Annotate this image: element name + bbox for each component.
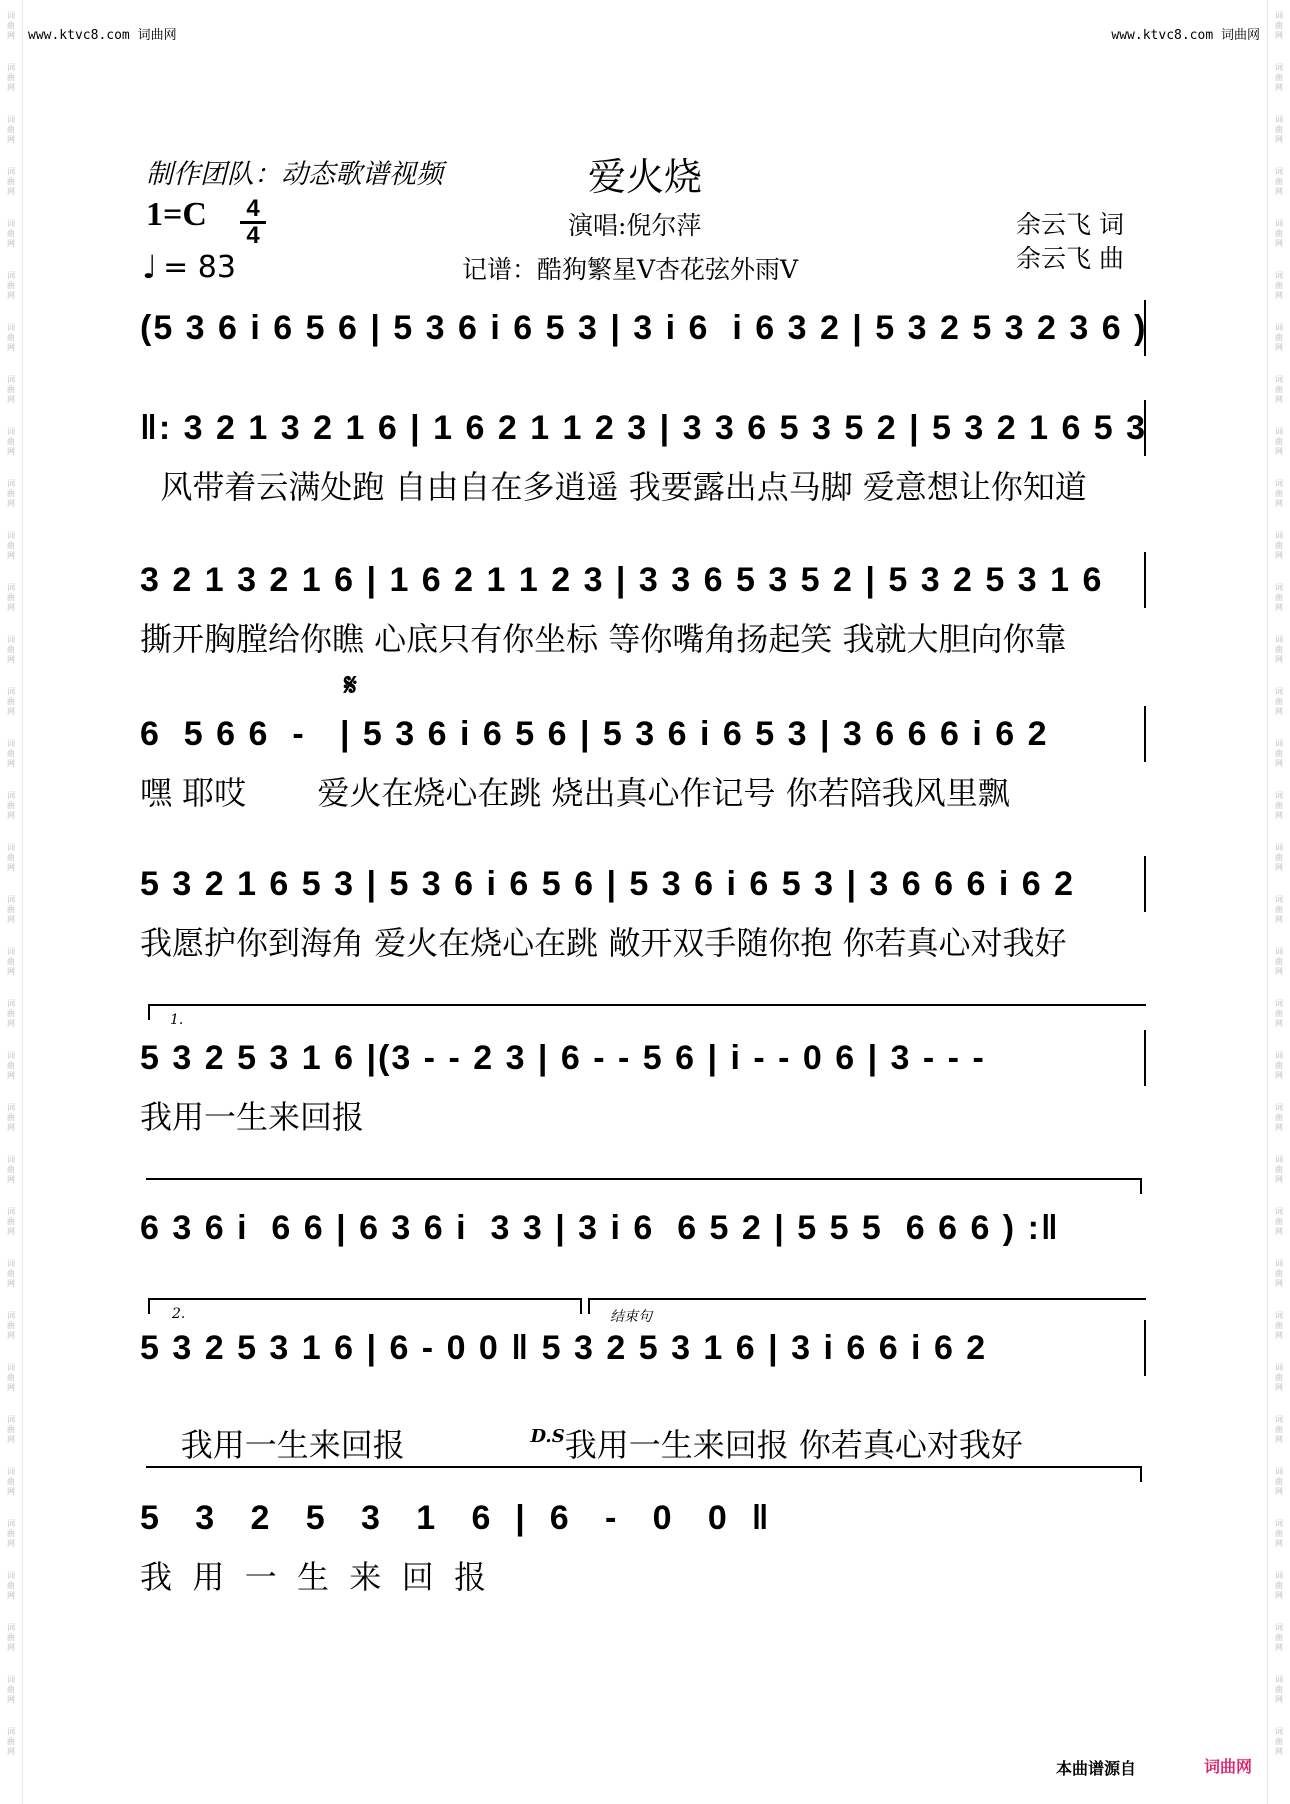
source-brand-link[interactable]: 词曲网 — [1204, 1757, 1253, 1776]
score-row-8 — [140, 1320, 1146, 1464]
first-ending-label: 1. — [170, 1012, 184, 1028]
tempo-value: = 83 — [163, 249, 236, 285]
coda-bracket-end — [146, 1466, 1142, 1482]
side-watermark-cell: 词 曲 网 — [1275, 1727, 1283, 1756]
notation-line: ‖: 3 2 1 3 2 1 6 | 1 6 2 1 1 2 3 | 3 3 6 5 3 5 2 | 5 3 2 1 6 5 3 — [140, 409, 1148, 447]
side-watermark-cell: 词 曲 网 — [7, 1051, 15, 1080]
side-watermark-cell: 词 曲 网 — [7, 375, 15, 404]
bar-line — [1144, 400, 1146, 456]
side-watermark-cell: 词 曲 网 — [7, 895, 15, 924]
side-watermark-cell: 词 曲 网 — [7, 479, 15, 508]
score-row-1 — [140, 300, 1146, 360]
side-watermark-cell: 词 曲 网 — [7, 1415, 15, 1444]
score-row-4 — [140, 706, 1146, 816]
source-note: 本曲谱源自 — [1056, 1759, 1137, 1778]
score-row-7 — [140, 1200, 1146, 1260]
lyrics-line — [140, 1382, 1146, 1504]
side-watermark-cell: 词 曲 网 — [7, 1571, 15, 1600]
side-watermark-cell: 词 曲 网 — [1275, 1155, 1283, 1184]
side-watermark-cell: 词 曲 网 — [1275, 375, 1283, 404]
side-watermark-cell: 词 曲 网 — [1275, 635, 1283, 664]
side-watermark-cell: 词 曲 网 — [1275, 947, 1283, 976]
notation-line: 5 3 2 1 6 5 3 | 5 3 6 i 6 5 6 | 5 3 6 i 6 5 3 | 3 6 6 6 i 6 2 — [140, 865, 1075, 903]
left-watermark-strip — [0, 0, 23, 1804]
side-watermark-cell: 词 曲 网 — [1275, 63, 1283, 92]
quarter-note-icon: ♩ — [142, 248, 158, 286]
segno-sign: 𝄋 — [344, 668, 357, 703]
side-watermark-cell: 词 曲 网 — [1275, 479, 1283, 508]
side-watermark-cell: 词 曲 网 — [7, 843, 15, 872]
score-row-9 — [140, 1490, 1146, 1600]
side-watermark-cell: 词 曲 网 — [7, 1623, 15, 1652]
side-watermark-cell: 词 曲 网 — [7, 583, 15, 612]
tempo-marking — [142, 248, 236, 286]
score-row-3 — [140, 552, 1146, 662]
side-watermark-cell: 词 曲 网 — [7, 1675, 15, 1704]
key-signature: 1=C — [146, 196, 207, 233]
score-row-2 — [140, 400, 1146, 510]
side-watermark-cell: 词 曲 网 — [1275, 1467, 1283, 1496]
site-watermark-top-left: www.ktvc8.com 词曲网 — [28, 28, 177, 43]
side-watermark-cell: 词 曲 网 — [7, 427, 15, 456]
side-watermark-cell: 词 曲 网 — [1275, 167, 1283, 196]
side-watermark-cell: 词 曲 网 — [1275, 843, 1283, 872]
transcriber-credit: 记谱：酷狗繁星V杏花弦外雨V — [462, 255, 799, 284]
side-watermark-cell: 词 曲 网 — [1275, 1519, 1283, 1548]
lyrics-line: 我用一生来回报 — [140, 1098, 365, 1136]
side-watermark-cell: 词 曲 网 — [7, 1207, 15, 1236]
side-watermark-cell: 词 曲 网 — [7, 1519, 15, 1548]
lyrics-second-ending: 我用一生来回报 — [180, 1426, 405, 1464]
side-watermark-cell: 词 曲 网 — [7, 791, 15, 820]
side-watermark-cell: 词 曲 网 — [1275, 219, 1283, 248]
side-watermark-cell: 词 曲 网 — [1275, 999, 1283, 1028]
side-watermark-cell: 词 曲 网 — [7, 999, 15, 1028]
producer-credit: 制作团队：动态歌谱视频 — [146, 159, 443, 190]
first-ending-bracket-end — [146, 1178, 1142, 1194]
side-watermark-cell: 词 曲 网 — [7, 635, 15, 664]
bar-line — [1144, 552, 1146, 608]
time-signature — [240, 195, 266, 249]
bar-line — [1144, 856, 1146, 912]
side-watermark-cell: 词 曲 网 — [7, 947, 15, 976]
side-watermark-cell: 词 曲 网 — [7, 687, 15, 716]
score-row-5 — [140, 856, 1146, 966]
lyrics-line: 我愿护你到海角 爱火在烧心在跳 敞开双手随你抱 你若真心对我好 — [140, 924, 1067, 962]
side-watermark-cell: 词 曲 网 — [1275, 687, 1283, 716]
dal-segno-mark: D.S — [530, 1426, 565, 1447]
side-watermark-cell: 词 曲 网 — [1275, 11, 1283, 40]
side-watermark-cell: 词 曲 网 — [1275, 1051, 1283, 1080]
right-watermark-strip — [1267, 0, 1290, 1804]
side-watermark-cell: 词 曲 网 — [7, 271, 15, 300]
site-watermark-top-right: www.ktvc8.com 词曲网 — [1111, 28, 1260, 43]
side-watermark-cell: 词 曲 网 — [1275, 531, 1283, 560]
side-watermark-cell: 词 曲 网 — [1275, 1623, 1283, 1652]
song-title: 爱火烧 — [588, 155, 703, 199]
side-watermark-cell: 词 曲 网 — [7, 1727, 15, 1756]
side-watermark-cell: 词 曲 网 — [1275, 1675, 1283, 1704]
side-watermark-cell: 词 曲 网 — [1275, 1207, 1283, 1236]
side-watermark-cell: 词 曲 网 — [1275, 115, 1283, 144]
side-watermark-cell: 词 曲 网 — [7, 11, 15, 40]
side-watermark-cell: 词 曲 网 — [7, 115, 15, 144]
coda-label: 结束句 — [610, 1309, 652, 1325]
author-credits — [1016, 208, 1124, 276]
side-watermark-cell: 词 曲 网 — [1275, 1103, 1283, 1132]
lyrics-line: 嘿 耶哎 爱火在烧心在跳 烧出真心作记号 你若陪我风里飘 — [140, 774, 1010, 812]
lyrics-coda: 我用一生来回报 你若真心对我好 — [564, 1426, 1023, 1464]
notation-line: 3 2 1 3 2 1 6 | 1 6 2 1 1 2 3 | 3 3 6 5 3 5 2 | 5 3 2 5 3 1 6 — [140, 561, 1104, 599]
lyrics-line: 风带着云满处跑 自由自在多逍遥 我要露出点马脚 爱意想让你知道 — [140, 468, 1087, 506]
side-watermark-cell: 词 曲 网 — [7, 323, 15, 352]
composer-credit: 余云飞 曲 — [1016, 244, 1124, 273]
notation-line: 6 3 6 i 6 6 | 6 3 6 i 3 3 | 3 i 6 6 5 2 | 5 5 5 6 6 6 ) :‖ — [140, 1209, 1060, 1247]
notation-line: 5 3 2 5 3 1 6 | 6 - 0 0 ‖ 5 3 2 5 3 1 6 | 3 i 6 6 i 6 2 — [140, 1329, 988, 1367]
second-ending-bracket — [148, 1298, 582, 1322]
side-watermark-cell: 词 曲 网 — [1275, 739, 1283, 768]
side-watermark-cell: 词 曲 网 — [1275, 1415, 1283, 1444]
notation-line: 5 3 2 5 3 1 6 | 6 - 0 0 ‖ — [140, 1499, 771, 1537]
side-watermark-cell: 词 曲 网 — [1275, 1363, 1283, 1392]
lyrics-line: 我 用 一 生 来 回 报 — [140, 1558, 487, 1596]
side-watermark-cell: 词 曲 网 — [1275, 791, 1283, 820]
side-watermark-cell: 词 曲 网 — [7, 63, 15, 92]
score-row-6 — [140, 1030, 1146, 1140]
bar-line — [1144, 300, 1146, 356]
bar-line — [1144, 706, 1146, 762]
side-watermark-cell: 词 曲 网 — [7, 1363, 15, 1392]
notation-line: (5 3 6 i 6 5 6 | 5 3 6 i 6 5 3 | 3 i 6 i 6 3 2 | 5 3 2 5 3 2 3 6 ) — [140, 309, 1148, 347]
side-watermark-cell: 词 曲 网 — [7, 1259, 15, 1288]
side-watermark-cell: 词 曲 网 — [7, 167, 15, 196]
time-signature-bottom: 4 — [246, 222, 260, 249]
coda-bracket — [588, 1298, 1146, 1325]
bar-line — [1144, 1030, 1146, 1086]
side-watermark-cell: 词 曲 网 — [1275, 583, 1283, 612]
first-ending-bracket — [148, 1004, 1146, 1028]
time-signature-top: 4 — [246, 195, 260, 222]
second-ending-label: 2. — [172, 1306, 186, 1322]
side-watermark-cell: 词 曲 网 — [7, 1155, 15, 1184]
lyricist-credit: 余云飞 词 — [1016, 210, 1124, 239]
side-watermark-cell: 词 曲 网 — [1275, 1259, 1283, 1288]
notation-line: 5 3 2 5 3 1 6 |(3 - - 2 3 | 6 - - 5 6 | i - - 0 6 | 3 - - - — [140, 1039, 986, 1077]
side-watermark-cell: 词 曲 网 — [7, 739, 15, 768]
side-watermark-cell: 词 曲 网 — [1275, 895, 1283, 924]
bar-line — [1144, 1320, 1146, 1376]
side-watermark-cell: 词 曲 网 — [1275, 427, 1283, 456]
lyrics-line: 撕开胸膛给你瞧 心底只有你坐标 等你嘴角扬起笑 我就大胆向你靠 — [140, 620, 1067, 658]
side-watermark-cell: 词 曲 网 — [7, 531, 15, 560]
side-watermark-cell: 词 曲 网 — [1275, 1311, 1283, 1340]
singer-credit: 演唱:倪尔萍 — [568, 211, 702, 240]
side-watermark-cell: 词 曲 网 — [7, 1311, 15, 1340]
notation-line: 6 5 6 6 - | 5 3 6 i 6 5 6 | 5 3 6 i 6 5 3 | 3 6 6 6 i 6 2 — [140, 715, 1049, 753]
side-watermark-cell: 词 曲 网 — [1275, 1571, 1283, 1600]
side-watermark-cell: 词 曲 网 — [1275, 271, 1283, 300]
side-watermark-cell: 词 曲 网 — [7, 1103, 15, 1132]
side-watermark-cell: 词 曲 网 — [7, 1467, 15, 1496]
side-watermark-cell: 词 曲 网 — [1275, 323, 1283, 352]
side-watermark-cell: 词 曲 网 — [7, 219, 15, 248]
